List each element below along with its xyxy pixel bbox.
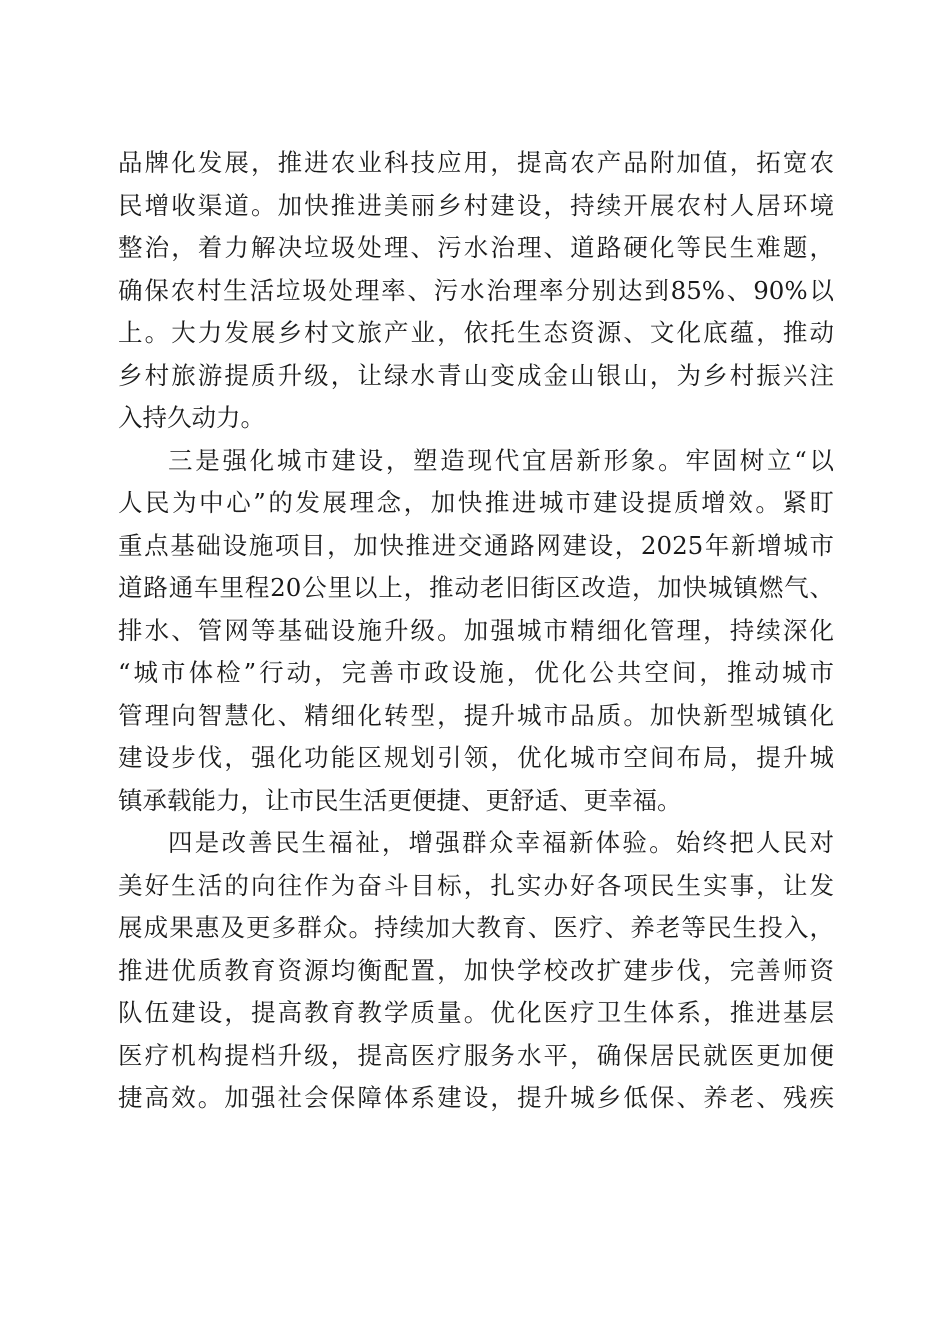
text-line: 民增收渠道。加快推进美丽乡村建设，持续开展农村人居环境 [118, 190, 834, 220]
text-line: 重点基础设施项目，加快推进交通路网建设，2025年新增城市 [118, 530, 834, 560]
text-line: 确保农村生活垃圾处理率、污水治理率分别达到85%、90%以 [118, 275, 834, 305]
text-line: 建设步伐，强化功能区规划引领，优化城市空间布局，提升城 [118, 743, 834, 772]
text-line: 品牌化发展，推进农业科技应用，提高农产品附加值，拓宽农 [118, 148, 834, 177]
text-line: 道路通车里程20公里以上，推动老旧街区改造，加快城镇燃气、 [118, 573, 834, 602]
text-line: 排水、管网等基础设施升级。加强城市精细化管理，持续深化 [118, 615, 834, 645]
text-line: “城市体检”行动，完善市政设施，优化公共空间，推动城市 [118, 658, 834, 687]
text-line: 上。大力发展乡村文旅产业，依托生态资源、文化底蕴，推动 [118, 318, 834, 347]
text-line: 入持久动力。 [118, 403, 265, 432]
paragraph-first-line: 三是强化城市建设，塑造现代宜居新形象。牢固树立“以 [168, 445, 834, 475]
body-text [118, 142, 834, 1120]
text-line: 医疗机构提档升级，提高医疗服务水平，确保居民就医更加便 [118, 1040, 834, 1070]
text-line: 人民为中心”的发展理念，加快推进城市建设提质增效。紧盯 [118, 488, 834, 517]
text-line: 整治，着力解决垃圾处理、污水治理、道路硬化等民生难题， [118, 233, 834, 262]
text-line: 美好生活的向往作为奋斗目标，扎实办好各项民生实事，让发 [118, 870, 834, 900]
text-line: 管理向智慧化、精细化转型，提升城市品质。加快新型城镇化 [118, 700, 834, 730]
text-line: 展成果惠及更多群众。持续加大教育、医疗、养老等民生投入， [118, 913, 834, 942]
text-line: 镇承载能力，让市民生活更便捷、更舒适、更幸福。 [118, 785, 682, 815]
text-line: 推进优质教育资源均衡配置，加快学校改扩建步伐，完善师资 [118, 955, 834, 985]
paragraph-first-line: 四是改善民生福祉，增强群众幸福新体验。始终把人民对 [168, 828, 834, 857]
text-line: 乡村旅游提质升级，让绿水青山变成金山银山，为乡村振兴注 [118, 360, 834, 390]
text-line: 队伍建设，提高教育教学质量。优化医疗卫生体系，推进基层 [118, 998, 834, 1027]
text-line: 捷高效。加强社会保障体系建设，提升城乡低保、养老、残疾 [118, 1083, 834, 1112]
